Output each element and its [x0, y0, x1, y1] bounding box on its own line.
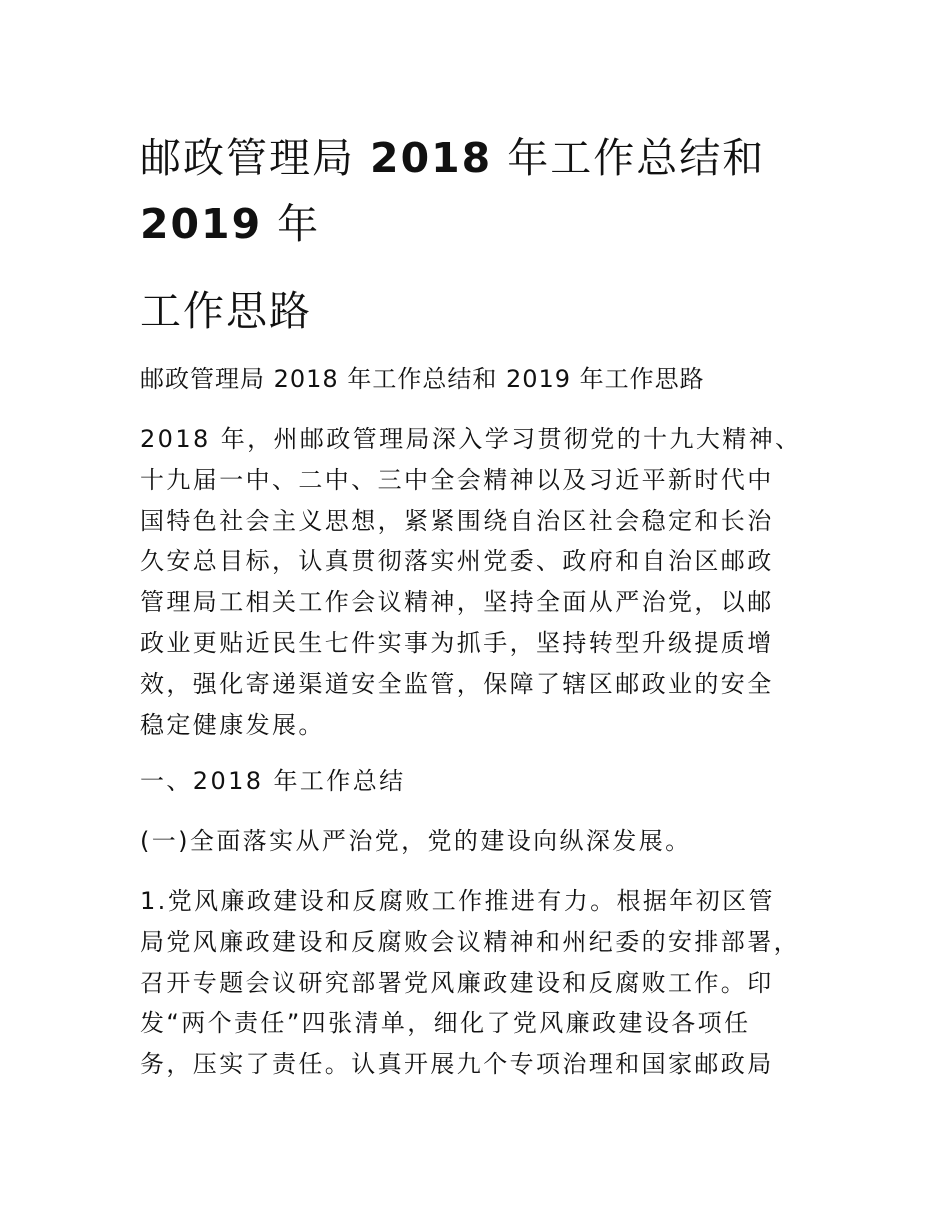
text-line: 1.党风廉政建设和反腐败工作推进有力。根据年初区管 [140, 887, 775, 915]
document-subtitle: 邮政管理局 2018 年工作总结和 2019 年工作思路 [140, 365, 705, 393]
subsection-heading [140, 821, 820, 862]
text-line: 效，强化寄递渠道安全监管，保障了辖区邮政业的安全 [140, 669, 774, 698]
text-line: 召开专题会议研究部署党风廉政建设和反腐败工作。印 [140, 968, 774, 997]
title-line-2 [140, 194, 320, 254]
title-year: 2019 [140, 200, 263, 248]
title-year: 2018 [370, 134, 493, 182]
text-line: 政业更贴近民生七件实事为抓手，坚持转型升级提质增 [140, 628, 774, 657]
title-text: 邮政管理局 [140, 134, 371, 182]
text-line: 十九届一中、二中、三中全会精神以及习近平新时代中 [140, 465, 774, 494]
title-line-1 [140, 128, 765, 188]
text-line: 久安总目标，认真贯彻落实州党委、政府和自治区邮政 [140, 547, 774, 576]
title-text: 年工作总结和 [492, 134, 766, 182]
subsection-heading-text: (一)全面落实从严治党，党的建设向纵深发展。 [140, 827, 692, 855]
text-line: 局党风廉政建设和反腐败会议精神和州纪委的安排部署， [140, 927, 800, 956]
text-line: 发“两个责任”四张清单，细化了党风廉政建设各项任 [140, 1009, 751, 1038]
text-line: 2018 年，州邮政管理局深入学习贯彻党的十九大精神、 [140, 425, 802, 453]
title-line-3 [140, 281, 312, 341]
item-paragraph [140, 881, 820, 1085]
intro-paragraph [140, 419, 820, 745]
text-line: 务，压实了责任。认真开展九个专项治理和国家邮政局 [140, 1050, 774, 1079]
title-text: 年 [262, 200, 321, 248]
section-heading-text: 一、2018 年工作总结 [140, 767, 406, 795]
text-line: 管理局工相关工作会议精神，坚持全面从严治党，以邮 [140, 588, 774, 617]
section-heading [140, 761, 820, 802]
text-line: 稳定健康发展。 [140, 710, 325, 739]
title-text: 工作思路 [140, 287, 312, 335]
text-line: 国特色社会主义思想，紧紧围绕自治区社会稳定和长治 [140, 506, 774, 535]
